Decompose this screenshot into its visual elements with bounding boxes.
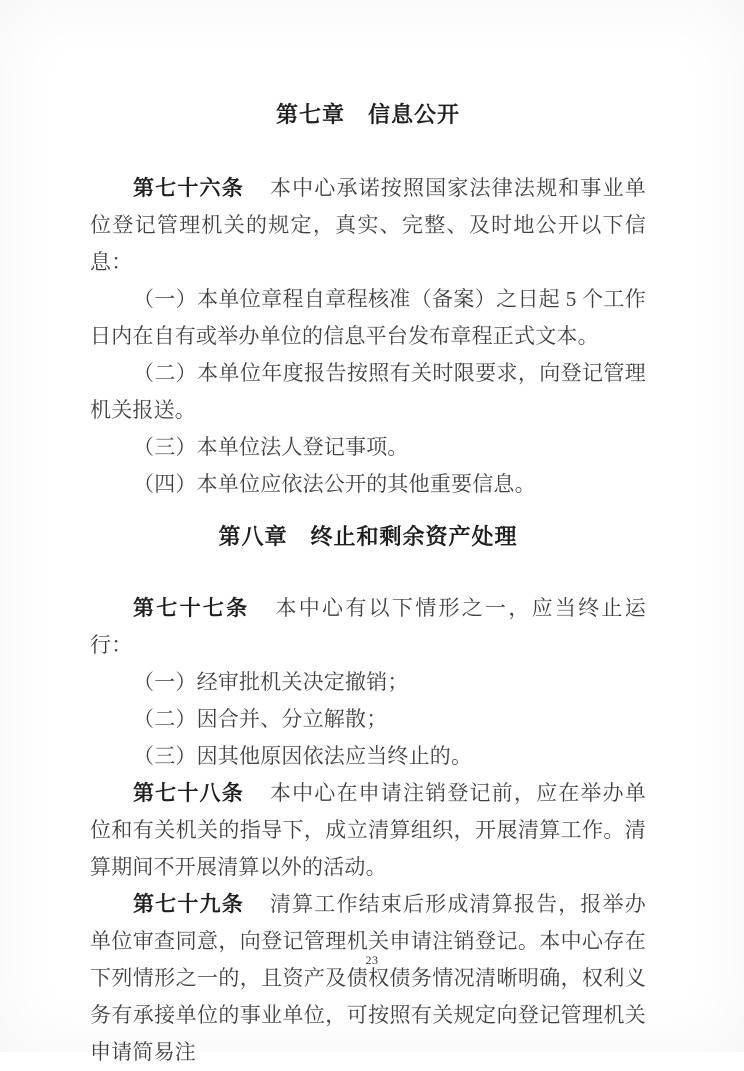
article-77-paragraph bbox=[90, 590, 646, 664]
article-77-number: 第七十七条 bbox=[133, 597, 250, 620]
article-77-text: 本中心有以下情形之一，应当终止运行： bbox=[90, 596, 646, 657]
article-76-item-4: （四）本单位应依法公开的其他重要信息。 bbox=[133, 472, 536, 496]
article-78-paragraph bbox=[90, 775, 646, 886]
article-79-paragraph bbox=[90, 886, 646, 1071]
chapter-8-heading: 第八章 终止和剩余资产处理 bbox=[218, 524, 518, 549]
article-77-item-1: （一）经审批机关决定撤销； bbox=[133, 670, 409, 694]
article-77-item-3: （三）因其他原因依法应当终止的。 bbox=[133, 744, 473, 768]
article-78-number: 第七十八条 bbox=[133, 782, 244, 805]
article-77-item-2: （二）因合并、分立解散； bbox=[133, 707, 388, 731]
article-76-number: 第七十六条 bbox=[133, 177, 244, 200]
article-76-item-3: （三）本单位法人登记事项。 bbox=[133, 435, 409, 459]
article-79-text: 清算工作结束后形成清算报告，报举办单位审查同意，向登记管理机关申请注销登记。本中心存在下列情形之一的，且资产及债权债务情况清晰明确，权利义务有承接单位的事业单位，可按照有关规定向登记管理机关申请简易注 bbox=[90, 892, 646, 1064]
page-number: 23 bbox=[365, 953, 379, 967]
article-78-text: 本中心在申请注销登记前，应在举办单位和有关机关的指导下，成立清算组织，开展清算工作。清算期间不开展清算以外的活动。 bbox=[90, 781, 646, 879]
article-79-number: 第七十九条 bbox=[133, 893, 244, 916]
article-76-item-2: （二）本单位年度报告按照有关时限要求，向登记管理机关报送。 bbox=[90, 361, 646, 422]
article-76-item-1: （一）本单位章程自章程核准（备案）之日起 5 个工作日内在自有或举办单位的信息平台发布章程正式文本。 bbox=[90, 287, 646, 348]
article-76-paragraph bbox=[90, 170, 646, 281]
chapter-7-heading: 第七章 信息公开 bbox=[275, 102, 460, 127]
article-76-text: 本中心承诺按照国家法律法规和事业单位登记管理机关的规定，真实、完整、及时地公开以下信息： bbox=[90, 176, 646, 274]
document-page bbox=[90, 0, 646, 1071]
